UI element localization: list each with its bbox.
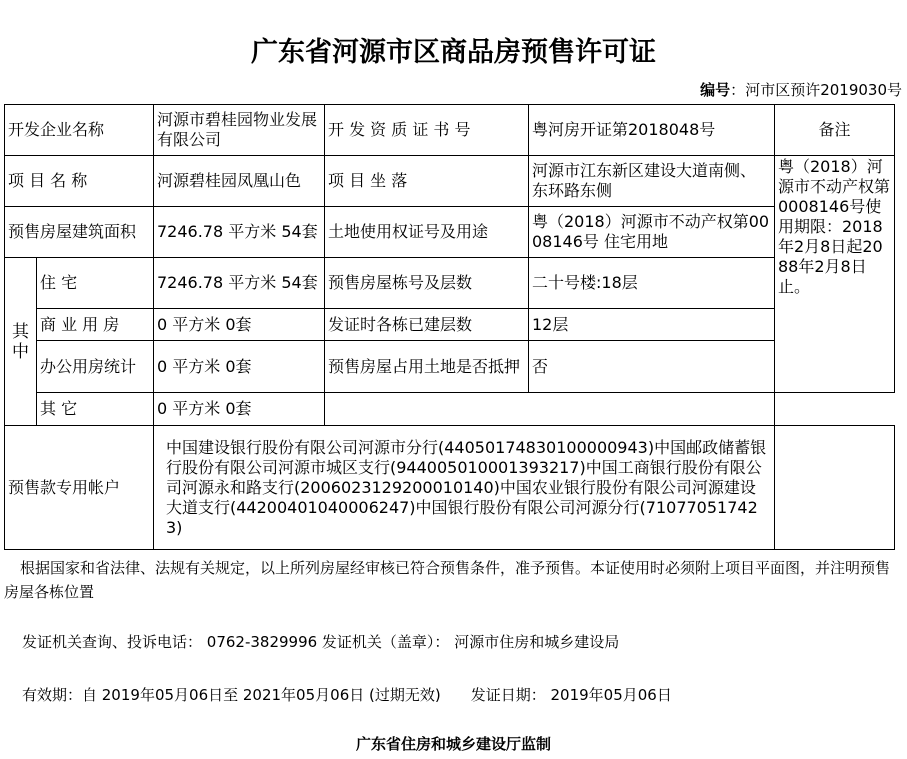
row-project <box>5 156 895 207</box>
row-commercial <box>5 309 895 341</box>
contact-line: 发证机关查询、投诉电话： 0762-3829996 发证机关（盖章）： 河源市住房和城乡建设局 <box>22 633 620 651</box>
land-cert-label: 土地使用权证号及用途 <box>325 207 529 258</box>
validity-period: 有效期：自 2019年05月06日至 2021年05月06日 (过期无效) <box>22 686 441 704</box>
floors-built-value: 12层 <box>529 309 775 341</box>
building-value: 二十号楼:18层 <box>529 258 775 309</box>
empty-cell-remarks <box>775 393 895 426</box>
serial-number <box>700 79 902 100</box>
certificate-title: 广东省河源市区商品房预售许可证 <box>251 37 656 68</box>
row-residential <box>5 258 895 309</box>
row-account <box>5 426 895 550</box>
row-presale-area <box>5 207 895 258</box>
building-label: 预售房屋栋号及层数 <box>325 258 529 309</box>
other-label: 其 它 <box>37 393 154 426</box>
approval-text: 根据国家和省法律、法规有关规定，以上所列房屋经审核已符合预售条件，准予预售。本证使用时必须附上项目平面图，并注明预售房屋各栋位置 <box>4 559 891 601</box>
validity-line <box>22 684 672 705</box>
land-cert-value: 粤（2018）河源市不动产权第0008146号 住宅用地 <box>529 207 775 258</box>
row-developer <box>5 105 895 156</box>
footer-issuer: 广东省住房和城乡建设厅监制 <box>355 735 551 753</box>
qualification-label: 开 发 资 质 证 书 号 <box>325 105 529 156</box>
row-other <box>5 393 895 426</box>
floors-built-label: 发证时各栋已建层数 <box>325 309 529 341</box>
account-value: 中国建设银行股份有限公司河源市分行(44050174830100000943)中国邮政储蓄银行股份有限公司河源市城区支行(944005010001393217)中国工商银行股份有限公司河源永和路支行(2006023129200010140)中国农业银行股份有限公司河源建设大道支行(44200401040006247)中国银行股份有限公司河源分行(710770517423) <box>154 426 775 550</box>
commercial-label: 商 业 用 房 <box>37 309 154 341</box>
residential-label: 住 宅 <box>37 258 154 309</box>
remarks-label: 备注 <box>775 105 895 156</box>
serial-separator: ： <box>730 81 746 99</box>
among-label <box>5 258 37 426</box>
account-label: 预售款专用帐户 <box>5 426 154 550</box>
account-remarks-empty <box>775 426 895 550</box>
project-name-value: 河源碧桂园凤凰山色 <box>154 156 325 207</box>
empty-cell <box>325 393 775 426</box>
serial-value: 河市区预许2019030号 <box>745 81 902 99</box>
location-label: 项 目 坐 落 <box>325 156 529 207</box>
developer-value: 河源市碧桂园物业发展有限公司 <box>154 105 325 156</box>
commercial-value: 0 平方米 0套 <box>154 309 325 341</box>
presale-area-label: 预售房屋建筑面积 <box>5 207 154 258</box>
office-value: 0 平方米 0套 <box>154 341 325 393</box>
serial-label: 编号 <box>700 81 731 99</box>
office-label: 办公用房统计 <box>37 341 154 393</box>
mortgage-value: 否 <box>529 341 775 393</box>
project-name-label: 项 目 名 称 <box>5 156 154 207</box>
residential-value: 7246.78 平方米 54套 <box>154 258 325 309</box>
remarks-value: 粤（2018）河源市不动产权第0008146号使用期限：2018年2月8日起2088年2月8日止。 <box>775 156 895 393</box>
qualification-value: 粤河房开证第2018048号 <box>529 105 775 156</box>
mortgage-label: 预售房屋占用土地是否抵押 <box>325 341 529 393</box>
permit-table <box>4 104 895 550</box>
row-office <box>5 341 895 393</box>
issue-date: 发证日期： 2019年05月06日 <box>470 686 672 704</box>
other-value: 0 平方米 0套 <box>154 393 325 426</box>
presale-area-value: 7246.78 平方米 54套 <box>154 207 325 258</box>
among-text: 其中 <box>12 321 29 362</box>
location-value: 河源市江东新区建设大道南侧、东环路东侧 <box>529 156 775 207</box>
developer-label: 开发企业名称 <box>5 105 154 156</box>
